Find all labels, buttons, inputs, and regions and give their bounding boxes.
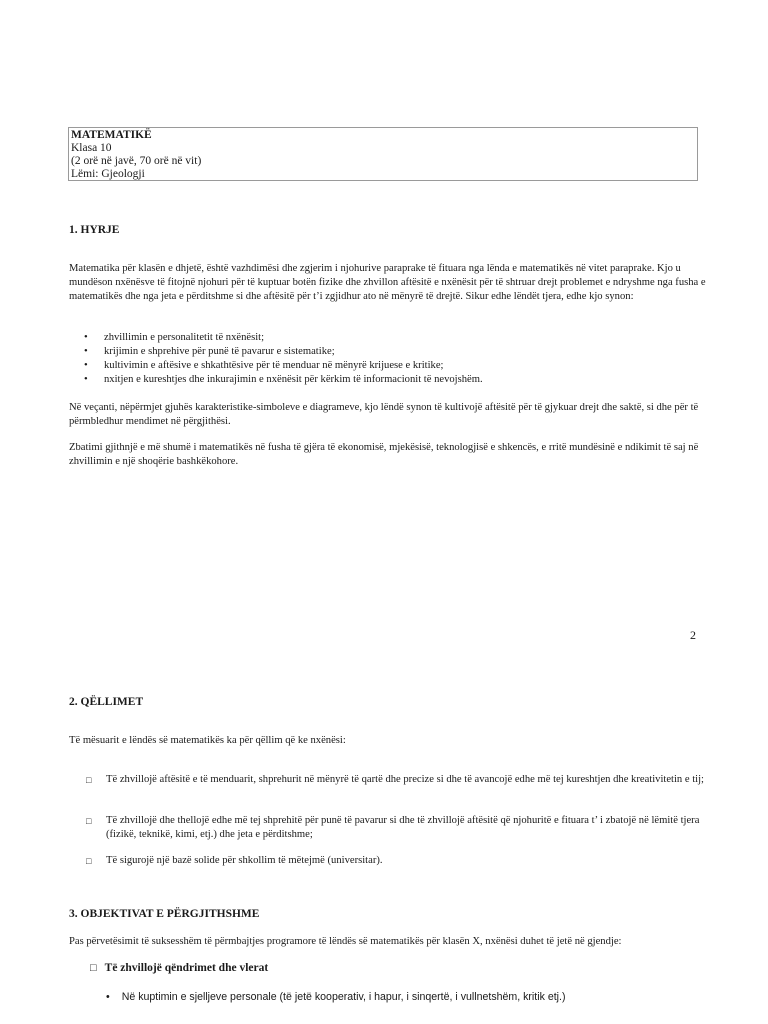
list-item: □ Të zhvillojë dhe thellojë edhe më tej shprehitë për punë të pavarur si dhe të zhvillojë aftësitë që njohuritë e fituara t’ i zbatojë në lëmitë tjera (fizikë, teknikë, kimi, etj.) dhe jeta e përditshme; bbox=[86, 815, 700, 840]
section2-title: 2. QËLLIMET bbox=[69, 696, 144, 708]
course-info-box bbox=[68, 127, 698, 181]
square-bullet-icon: □ bbox=[86, 816, 92, 826]
branch-label: Lëmi: Gjeologji bbox=[71, 168, 145, 180]
section1-title: 1. HYRJE bbox=[69, 224, 120, 236]
section1-intro: Matematika për klasën e dhjetë, është vazhdimësi dhe zgjerim i njohurive paraprake të fituara nga lënda e matematikës në vitet paraprake. Kjo u mundëson nxënësve të fitojnë njohuri për të kuptuar botën fizike dhe zhvillon aftësitë e nxënësit për të shtruar drejt problemet e ndryshme nga fusha e matematikës dhe nga jeta e përditshme si dhe aftësitë për t’i zgjidhur ato në mënyrë të drejtë. Sikur edhe lëndët tjera, edhe kjo synon: bbox=[69, 263, 706, 302]
square-bullet-icon: □ bbox=[90, 962, 97, 974]
bullet-icon: • bbox=[84, 332, 88, 343]
section2-intro: Të mësuarit e lëndës së matematikës ka për qëllim që ke nxënësi: bbox=[69, 735, 346, 746]
class-label: Klasa 10 bbox=[71, 142, 112, 154]
section3-intro: Pas përvetësimit të suksesshëm të përmbajtjes programore të lëndës së matematikës për klasën X, nxënësi duhet të jetë në gjendje: bbox=[69, 936, 622, 947]
bullet-icon: • bbox=[84, 346, 88, 357]
section3-title: 3. OBJEKTIVAT E PËRGJITHSHME bbox=[69, 908, 260, 920]
page-number: 2 bbox=[690, 628, 696, 642]
hours-label: (2 orë në javë, 70 orë në vit) bbox=[71, 155, 202, 167]
list-item: • krijimin e shprehive për punë të pavarur e sistematike; bbox=[84, 346, 335, 357]
square-bullet-icon: □ bbox=[86, 856, 92, 866]
list-item: □ Të zhvillojë aftësitë e të menduarit, shprehurit në mënyrë të qartë dhe precize si dhe të avancojë edhe më tej kureshtjen dhe kreativitetin e tij; bbox=[86, 774, 705, 785]
bullet-icon: • bbox=[84, 360, 88, 371]
list-item: □ Të sigurojë një bazë solide për shkollim të mëtejmë (universitar). bbox=[86, 855, 383, 866]
bullet-icon: • bbox=[106, 991, 110, 1003]
section1-paragraph-3: Zbatimi gjithnjë e më shumë i matematikës në fusha të gjëra të ekonomisë, mjekësisë, teknologjisë e shkencës, e rritë mundësinë e ndikimit të saj në zhvillimin e një shoqërie bashkëkohore. bbox=[69, 442, 699, 467]
section1-bullet-list bbox=[84, 331, 684, 387]
list-item: • Në kuptimin e sjelljeve personale (të jetë kooperativ, i hapur, i sinqertë, i vullnetshëm, kritik etj.) bbox=[106, 991, 566, 1003]
square-bullet-icon: □ bbox=[86, 775, 92, 785]
list-item: • zhvillimin e personalitetit të nxënësit; bbox=[84, 332, 265, 343]
list-item: • kultivimin e aftësive e shkathtësive për të menduar në mënyrë krijuese e kritike; bbox=[84, 360, 444, 371]
section1-paragraph-2: Në veçanti, nëpërmjet gjuhës karakteristike-simboleve e diagrameve, kjo lëndë synon të kultivojë aftësitë për të gjykuar drejt dhe saktë, si dhe për të përmbledhur mendimet në përgjithësi. bbox=[69, 402, 699, 427]
list-item: • nxitjen e kureshtjes dhe inkurajimin e nxënësit për kërkim të informacionit të nevojshëm. bbox=[84, 374, 483, 385]
subject-title: MATEMATIKË bbox=[71, 129, 152, 141]
section3-subheading: □ Të zhvillojë qëndrimet dhe vlerat bbox=[90, 962, 269, 974]
bullet-icon: • bbox=[84, 374, 88, 385]
